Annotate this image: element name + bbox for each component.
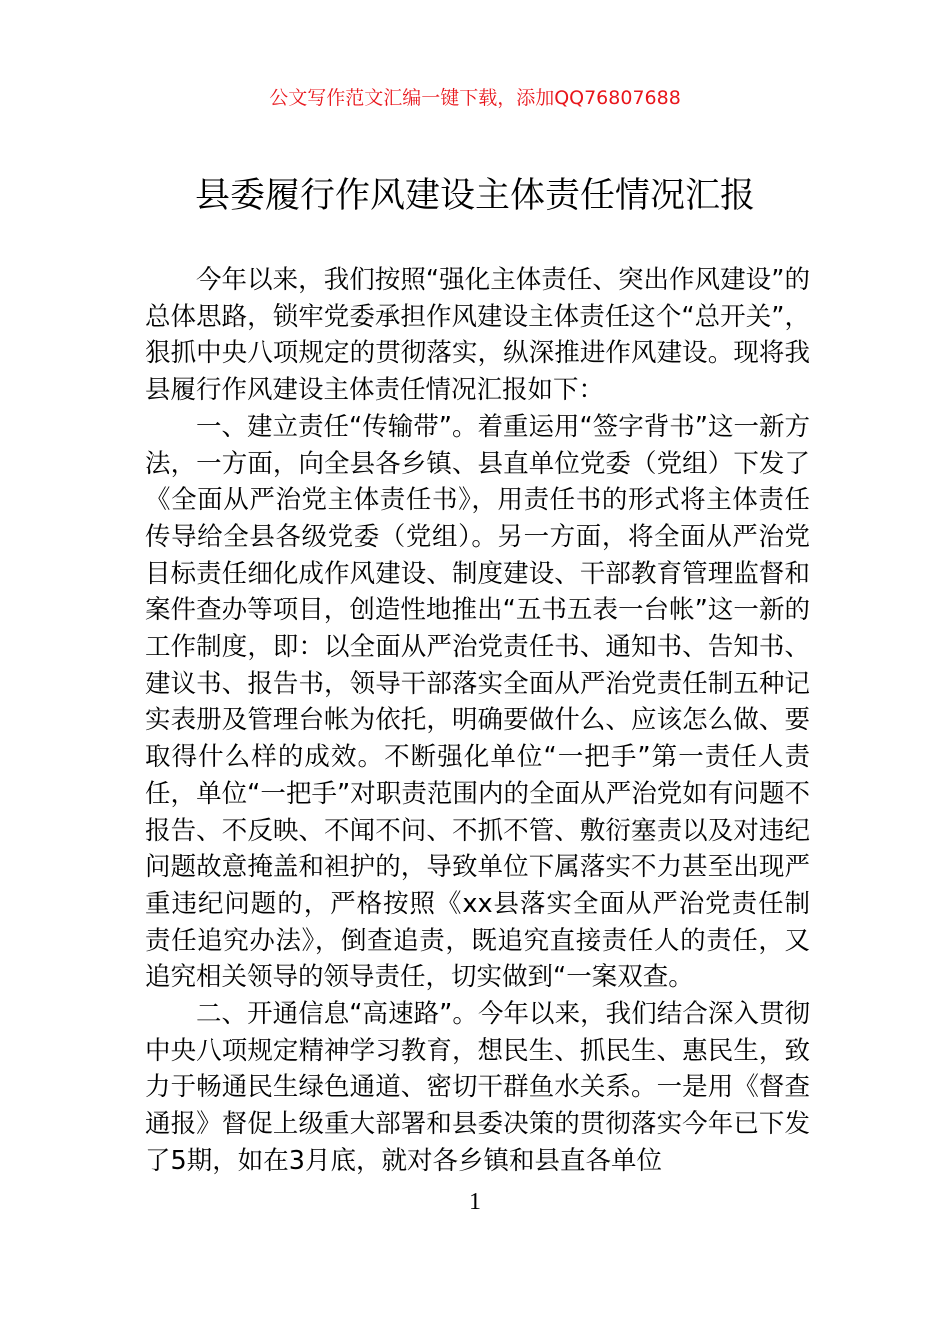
paragraph-intro: 今年以来，我们按照“强化主体责任、突出作风建设”的总体思路，锁牢党委承担作风建设主体责任这个“总开关”，狠抓中央八项规定的贯彻落实，纵深推进作风建设。现将我县履行作风建设主体责任情况汇报如下：	[145, 265, 810, 406]
page-number: 1	[469, 1189, 481, 1215]
paragraph-section-2: 二、开通信息“高速路”。今年以来，我们结合深入贯彻中央八项规定精神学习教育，想民生、抓民生、惠民生，致力于畅通民生绿色通道、密切干群鱼水关系。一是用《督查通报》督促上级重大部署和县委决策的贯彻落实今年已下发了5期，如在3月底，就对各乡镇和县直各单位	[145, 999, 810, 1176]
paragraph-section-1: 一、建立责任“传输带”。着重运用“签字背书”这一新方法，一方面，向全县各乡镇、县直单位党委（党组）下发了《全面从严治党主体责任书》，用责任书的形式将主体责任传导给全县各级党委（党组）。另一方面，将全面从严治党目标责任细化成作风建设、制度建设、干部教育管理监督和案件查办等项目，创造性地推出“五书五表一台帐”这一新的工作制度，即：以全面从严治党责任书、通知书、告知书、建议书、报告书，领导干部落实全面从严治党责任制五种记实表册及管理台帐为依托，明确要做什么、应该怎么做、要取得什么样的成效。不断强化单位“一把手”第一责任人责任，单位“一把手”对职责范围内的全面从严治党如有问题不报告、不反映、不闻不问、不抓不管、敷衍塞责以及对违纪问题故意掩盖和袒护的，导致单位下属落实不力甚至出现严重违纪问题的，严格按照《xx县落实全面从严治党责任制责任追究办法》，倒查追责，既追究直接责任人的责任，又追究相关领导的领导责任，切实做到“一案双查。	[145, 411, 810, 993]
header-banner: 公文写作范文汇编一键下载，添加QQ76807688	[269, 87, 681, 109]
document-body	[145, 262, 810, 1180]
document-title: 县委履行作风建设主体责任情况汇报	[194, 176, 755, 216]
